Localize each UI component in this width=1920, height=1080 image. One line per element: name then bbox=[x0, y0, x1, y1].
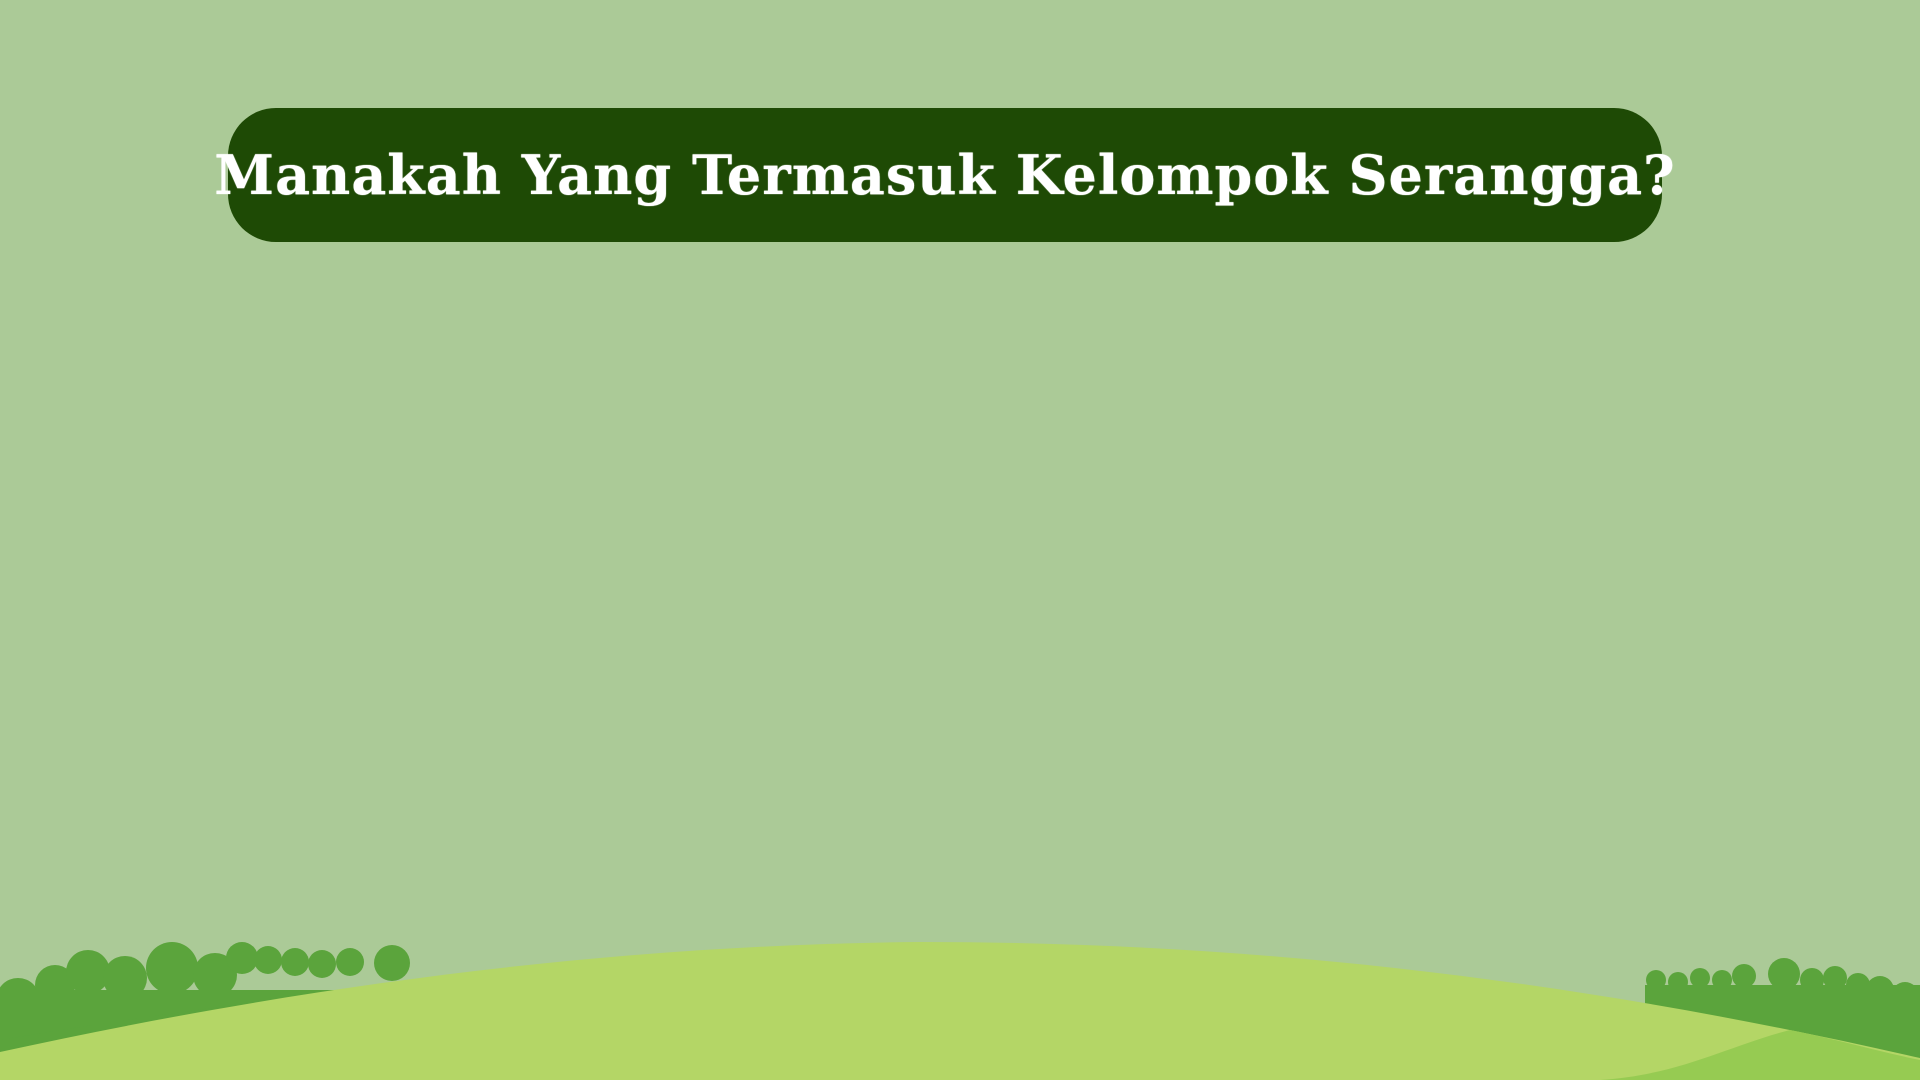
main-hill bbox=[0, 942, 1920, 1080]
question-title: Manakah Yang Termasuk Kelompok Serangga? bbox=[214, 143, 1676, 207]
back-hill bbox=[0, 955, 1920, 1080]
right-bushes bbox=[1645, 958, 1920, 1080]
left-bushes bbox=[0, 942, 412, 1080]
front-slope bbox=[1600, 1030, 1920, 1080]
question-banner bbox=[214, 108, 1676, 242]
